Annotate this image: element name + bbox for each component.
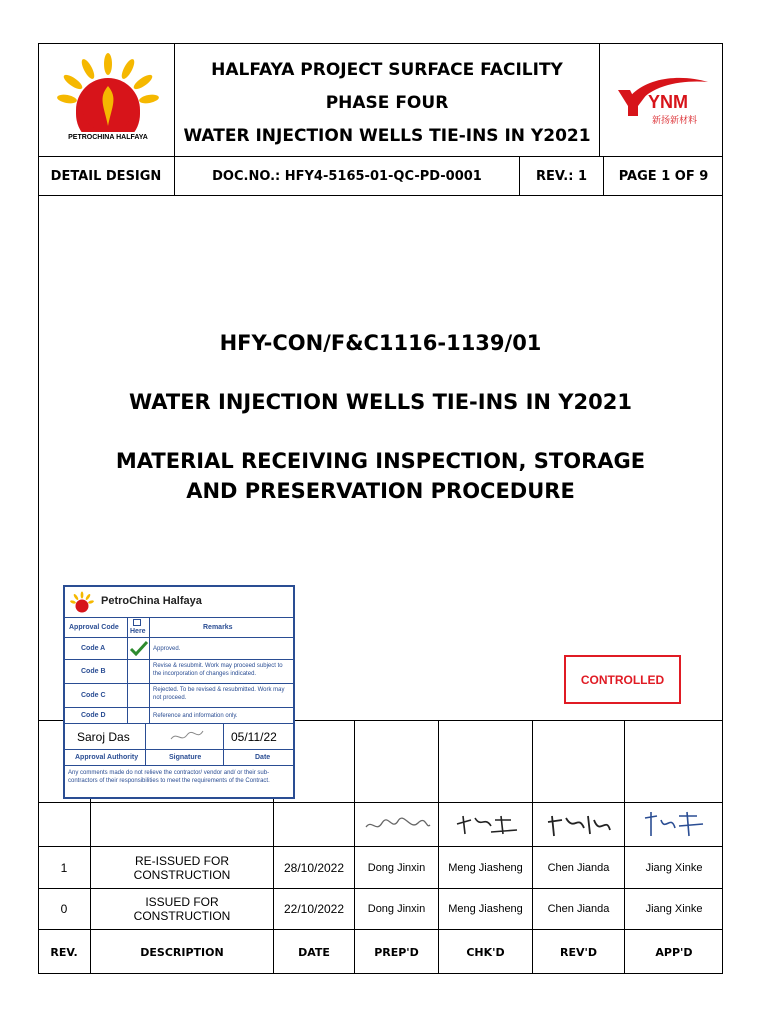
col-header-prepd: PREP'D <box>374 945 419 959</box>
rev-1-number: 1 <box>60 860 68 875</box>
project-title: WATER INJECTION WELLS TIE-INS IN Y2021 <box>129 390 632 414</box>
page-number: PAGE 1 OF 9 <box>618 168 709 184</box>
stamp-remark-d: Reference and information only. <box>153 713 238 719</box>
stamp-col-code: Approval Code <box>69 624 119 631</box>
petrochina-logo-icon <box>54 52 162 132</box>
rev-1-prepd: Dong Jinxin <box>367 861 426 874</box>
petrochina-stamp-icon <box>70 591 94 613</box>
rev-0-number: 0 <box>60 902 68 916</box>
header-divider <box>38 195 723 196</box>
contractor-logo <box>612 72 712 132</box>
rev-0-appd: Jiang Xinke <box>645 903 703 915</box>
stamp-label-authority: Approval Authority <box>75 754 139 761</box>
col-header-rev: REV. <box>50 945 78 959</box>
col-header-description: DESCRIPTION <box>140 945 224 959</box>
contractor-logo-sub: 新扬新材料 <box>652 115 698 125</box>
signature-revd <box>533 803 624 846</box>
stamp-code-b: Code B <box>81 668 106 675</box>
rev-1-appd: Jiang Xinke <box>645 861 703 874</box>
stamp-code-a: Code A <box>81 645 106 652</box>
stamp-signature <box>169 727 205 745</box>
approval-stamp <box>63 585 295 799</box>
stamp-company: PetroChina Halfaya <box>101 595 202 607</box>
rev-1-revd: Chen Jianda <box>547 861 610 874</box>
document-title-line1: MATERIAL RECEIVING INSPECTION, STORAGE <box>115 449 646 473</box>
contract-number: HFY-CON/F&C1116-1139/01 <box>219 331 542 355</box>
stamp-date: 05/11/22 <box>231 730 277 744</box>
header-divider <box>599 43 600 156</box>
col-header-revd: REV'D <box>560 945 597 959</box>
header-title-line2: PHASE FOUR <box>325 93 449 113</box>
header-title-line1: HALFAYA PROJECT SURFACE FACILITY <box>211 60 563 80</box>
stamp-remark-a: Approved. <box>153 646 181 652</box>
stamp-here-checkbox-icon <box>133 619 141 626</box>
col-header-appd: APP'D <box>655 945 693 959</box>
stamp-code-d: Code D <box>81 712 106 719</box>
rev-1-date: 28/10/2022 <box>283 860 345 875</box>
rev-0-date: 22/10/2022 <box>283 902 345 916</box>
petrochina-logo <box>54 52 162 148</box>
stamp-col-remarks: Remarks <box>203 624 233 631</box>
design-stage: DETAIL DESIGN <box>50 168 162 184</box>
stamp-authority-name: Saroj Das <box>77 730 130 744</box>
rev-0-description: ISSUED FOR CONSTRUCTION <box>133 895 231 923</box>
header-title-line3: WATER INJECTION WELLS TIE-INS IN Y2021 <box>183 126 591 146</box>
rev-0-chkd: Meng Jiasheng <box>448 903 523 915</box>
stamp-remark-b: Revise & resubmit. Work may proceed subject to the incorporation of changes indicated. <box>153 663 283 677</box>
rev-0-prepd: Dong Jinxin <box>367 903 426 915</box>
stamp-label-date: Date <box>255 754 271 761</box>
signature-prepd <box>355 803 438 846</box>
signature-appd <box>625 803 723 846</box>
company-logo-text: PETROCHINA HALFAYA <box>68 134 148 141</box>
stamp-disclaimer: Any comments made do not relieve the contractor/ vendor and/ or their sub-contractors of their responsibilities to meet the requirements of the Contract. <box>68 770 270 784</box>
col-header-date: DATE <box>298 945 330 959</box>
stamp-col-here: Here <box>130 628 146 635</box>
stamp-remark-c: Rejected. To be revised & resubmitted. Work may not proceed. <box>153 687 285 701</box>
contractor-logo-text: YNM <box>648 92 688 112</box>
checkmark-icon <box>129 640 149 656</box>
rev-1-chkd: Meng Jiasheng <box>448 861 523 874</box>
controlled-stamp: CONTROLLED <box>564 655 681 704</box>
rev-1-description: RE-ISSUED FOR CONSTRUCTION <box>133 853 231 882</box>
document-title-line2: AND PRESERVATION PROCEDURE <box>186 479 575 503</box>
signature-chkd <box>439 803 532 846</box>
revision-number: REV.: 1 <box>536 168 587 184</box>
rev-0-revd: Chen Jianda <box>547 903 610 915</box>
stamp-label-signature: Signature <box>169 754 202 761</box>
stamp-code-c: Code C <box>81 692 106 699</box>
doc-number: DOC.NO.: HFY4-5165-01-QC-PD-0001 <box>212 168 482 184</box>
col-header-chkd: CHK'D <box>466 945 505 959</box>
